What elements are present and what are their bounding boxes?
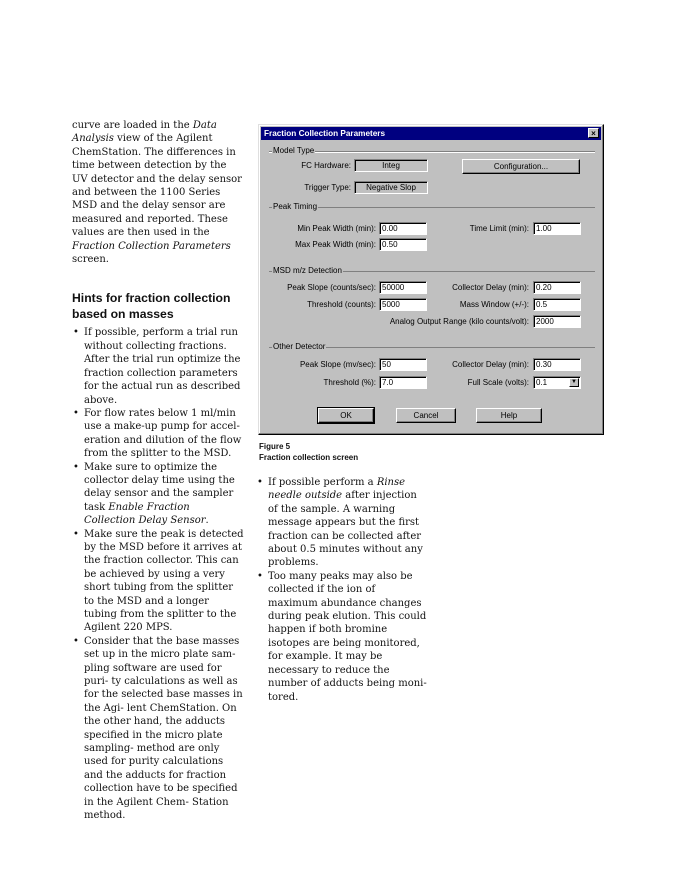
intro-paragraph <box>72 119 244 266</box>
list-item-text: If possible perform a <box>268 477 377 488</box>
analog-output-label: Analog Output Range (kilo counts/volt): <box>389 317 529 326</box>
fc-hardware-label: FC Hardware: <box>301 161 351 170</box>
figure-caption-text: Fraction collection screen <box>259 453 359 462</box>
intro-text-2: view of the Agilent ChemStation. The differences in time between detection by the UV detector and the delay sensor and between the 1100 Series MSD and the delay sensor are measured and reported. These values are then used in the <box>72 133 242 239</box>
other-detector-label: Other Detector <box>273 342 326 351</box>
max-peak-width-input[interactable]: 0.50 <box>379 238 427 251</box>
other-collector-delay-input[interactable]: 0.30 <box>533 358 581 371</box>
ok-button[interactable]: OK <box>318 408 374 423</box>
right-list <box>256 476 428 704</box>
time-limit-label: Time Limit (min): <box>469 224 529 233</box>
min-peak-width-input[interactable]: 0.00 <box>379 222 427 235</box>
figure-label: Figure 5 <box>259 442 291 451</box>
msd-peak-slope-input[interactable]: 50000 <box>379 281 427 294</box>
hints-heading: Hints for fraction collection based on masses <box>72 291 231 322</box>
trigger-type-label: Trigger Type: <box>304 183 351 192</box>
min-peak-width-label: Min Peak Width (min): <box>297 224 376 233</box>
intro-text-1: curve are loaded in the <box>72 120 193 131</box>
list-item-text: Make sure to optimize the collector delay time using the delay sensor and the sampler task <box>84 461 235 513</box>
msd-peak-slope-label: Peak Slope (counts/sec): <box>287 283 376 292</box>
list-item <box>256 476 428 570</box>
msd-threshold-input[interactable]: 5000 <box>379 298 427 311</box>
msd-detection-group <box>269 266 595 275</box>
list-item: • If possible, perform a trial run without collecting fractions. After the trial run optimize the fraction collection parameters for the actual run as described above. <box>72 326 244 406</box>
list-item-emphasis: Enable Fraction Collection Delay Sensor <box>84 501 206 527</box>
other-detector-group <box>269 342 595 351</box>
configuration-button[interactable]: Configuration... <box>462 159 580 174</box>
left-column <box>72 119 244 823</box>
intro-text-3: screen. <box>72 254 109 266</box>
msd-collector-delay-input[interactable]: 0.20 <box>533 281 581 294</box>
model-type-label: Model Type <box>273 146 315 155</box>
full-scale-label: Full Scale (volts): <box>467 378 529 387</box>
intro-emphasis-1: Data Analysis <box>72 120 217 145</box>
other-threshold-label: Threshold (%): <box>323 378 376 387</box>
figure-caption <box>259 441 358 463</box>
fc-hardware-field: Integ <box>354 159 428 172</box>
peak-timing-label: Peak Timing <box>273 202 318 211</box>
full-scale-select[interactable] <box>533 376 581 389</box>
other-threshold-input[interactable]: 7.0 <box>379 376 427 389</box>
time-limit-input[interactable]: 1.00 <box>533 222 581 235</box>
list-item-end: after injection of the sample. A warning message appears but the first fraction can be collected after about 0.5 minutes without any problems. <box>268 490 423 569</box>
cancel-button[interactable]: Cancel <box>396 408 456 423</box>
list-item: • Too many peaks may also be collected if the ion of maximum abundance changes during peak elution. This could happen if both bromine isotopes are being monitored, for example. It may be necessary to reduce the number of adducts being moni- tored. <box>256 570 428 704</box>
list-item: • Make sure the peak is detected by the MSD before it arrives at the fraction collector. This can be achieved by using a very short tubing from the splitter to the MSD and a longer tubing from the splitter to the Agilent 220 MPS. <box>72 528 244 635</box>
msd-detection-label: MSD m/z Detection <box>273 266 342 275</box>
hints-list <box>72 326 244 822</box>
mass-window-input[interactable]: 0.5 <box>533 298 581 311</box>
analog-output-input[interactable]: 2000 <box>533 315 581 328</box>
list-item-end: . <box>205 515 209 527</box>
full-scale-value: 0.1 <box>536 378 548 387</box>
chevron-down-icon[interactable]: ▼ <box>569 378 579 387</box>
right-column <box>256 476 428 704</box>
fraction-collection-dialog <box>258 124 604 435</box>
peak-timing-group <box>269 202 595 211</box>
trigger-type-field: Negative Slop <box>354 181 428 194</box>
list-item: • Consider that the base masses set up in the micro plate sam- pling software are used for puri- ty calculations as well as for the selected base masses in the Agi- lent ChemStation. On the other hand, the adducts specified in the micro plate sampling- method are only used for purity calculations and the adducts for fraction collection have to be specified in the Agilent Chem- Station method. <box>72 635 244 823</box>
msd-collector-delay-label: Collector Delay (min): <box>452 283 529 292</box>
dialog-title: Fraction Collection Parameters <box>264 129 386 138</box>
list-item <box>72 461 244 528</box>
other-peak-slope-input[interactable]: 50 <box>379 358 427 371</box>
dialog-titlebar <box>261 127 601 140</box>
msd-threshold-label: Threshold (counts): <box>307 300 376 309</box>
other-collector-delay-label: Collector Delay (min): <box>452 360 529 369</box>
close-icon[interactable]: × <box>588 128 599 138</box>
intro-emphasis-2: Fraction Collection Parameters <box>72 240 231 252</box>
list-item: • For flow rates below 1 ml/min use a make-up pump for accel- eration and dilution of the flow from the splitter to the MSD. <box>72 407 244 461</box>
list-item-emphasis: Rinse needle outside <box>268 477 406 502</box>
other-peak-slope-label: Peak Slope (mv/sec): <box>299 360 376 369</box>
max-peak-width-label: Max Peak Width (min): <box>295 240 376 249</box>
mass-window-label: Mass Window (+/-): <box>459 300 529 309</box>
help-button[interactable]: Help <box>476 408 542 423</box>
